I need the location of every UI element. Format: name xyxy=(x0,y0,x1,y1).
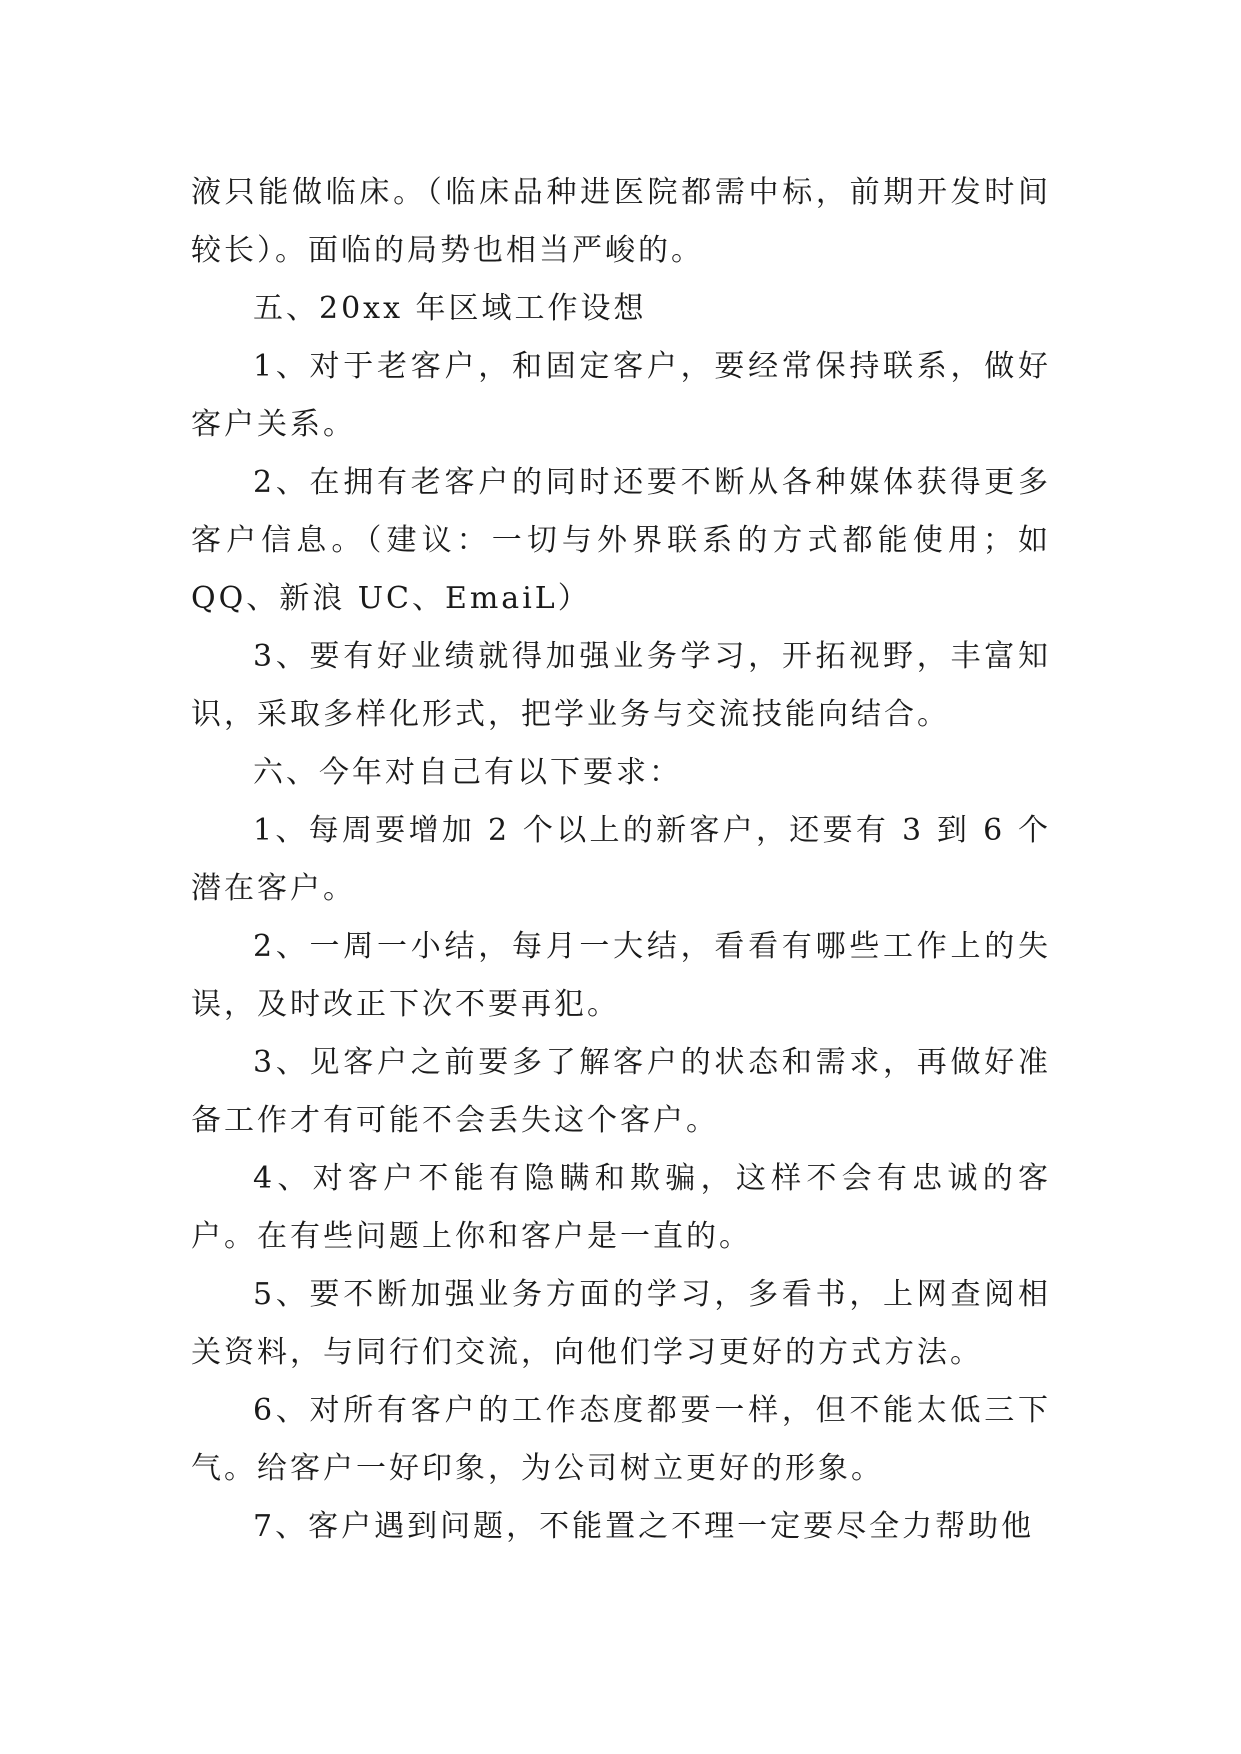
section-heading-five: 五、20xx 年区域工作设想 xyxy=(253,291,647,326)
section-heading-six: 六、今年对自己有以下要求： xyxy=(253,755,682,790)
list-item: 3、见客户之前要多了解客户的状态和需求，再做好准备工作才有可能不会丢失这个客户。 xyxy=(191,1045,1051,1138)
list-item: 2、一周一小结，每月一大结，看看有哪些工作上的失误，及时改正下次不要再犯。 xyxy=(191,929,1051,1022)
list-item: 4、对客户不能有隐瞒和欺骗，这样不会有忠诚的客户。在有些问题上你和客户是一直的。 xyxy=(191,1161,1051,1254)
list-item: 3、要有好业绩就得加强业务学习，开拓视野，丰富知识，采取多样化形式，把学业务与交流技能向结合。 xyxy=(191,639,1051,732)
list-item: 1、对于老客户，和固定客户，要经常保持联系，做好客户关系。 xyxy=(191,349,1051,442)
list-item: 1、每周要增加 2 个以上的新客户，还要有 3 到 6 个潜在客户。 xyxy=(191,813,1051,906)
list-item: 2、在拥有老客户的同时还要不断从各种媒体获得更多客户信息。（建议：一切与外界联系的方式都能使用；如 QQ、新浪 UC、EmaiL） xyxy=(191,465,1051,616)
list-item: 7、客户遇到问题，不能置之不理一定要尽全力帮助他 xyxy=(253,1509,1035,1544)
list-item: 5、要不断加强业务方面的学习，多看书，上网查阅相关资料，与同行们交流，向他们学习更好的方式方法。 xyxy=(191,1277,1051,1370)
paragraph-continuation: 液只能做临床。（临床品种进医院都需中标，前期开发时间较长）。面临的局势也相当严峻的。 xyxy=(191,175,1051,268)
list-item: 6、对所有客户的工作态度都要一样，但不能太低三下气。给客户一好印象，为公司树立更好的形象。 xyxy=(191,1393,1051,1486)
document-body xyxy=(191,164,1051,1556)
